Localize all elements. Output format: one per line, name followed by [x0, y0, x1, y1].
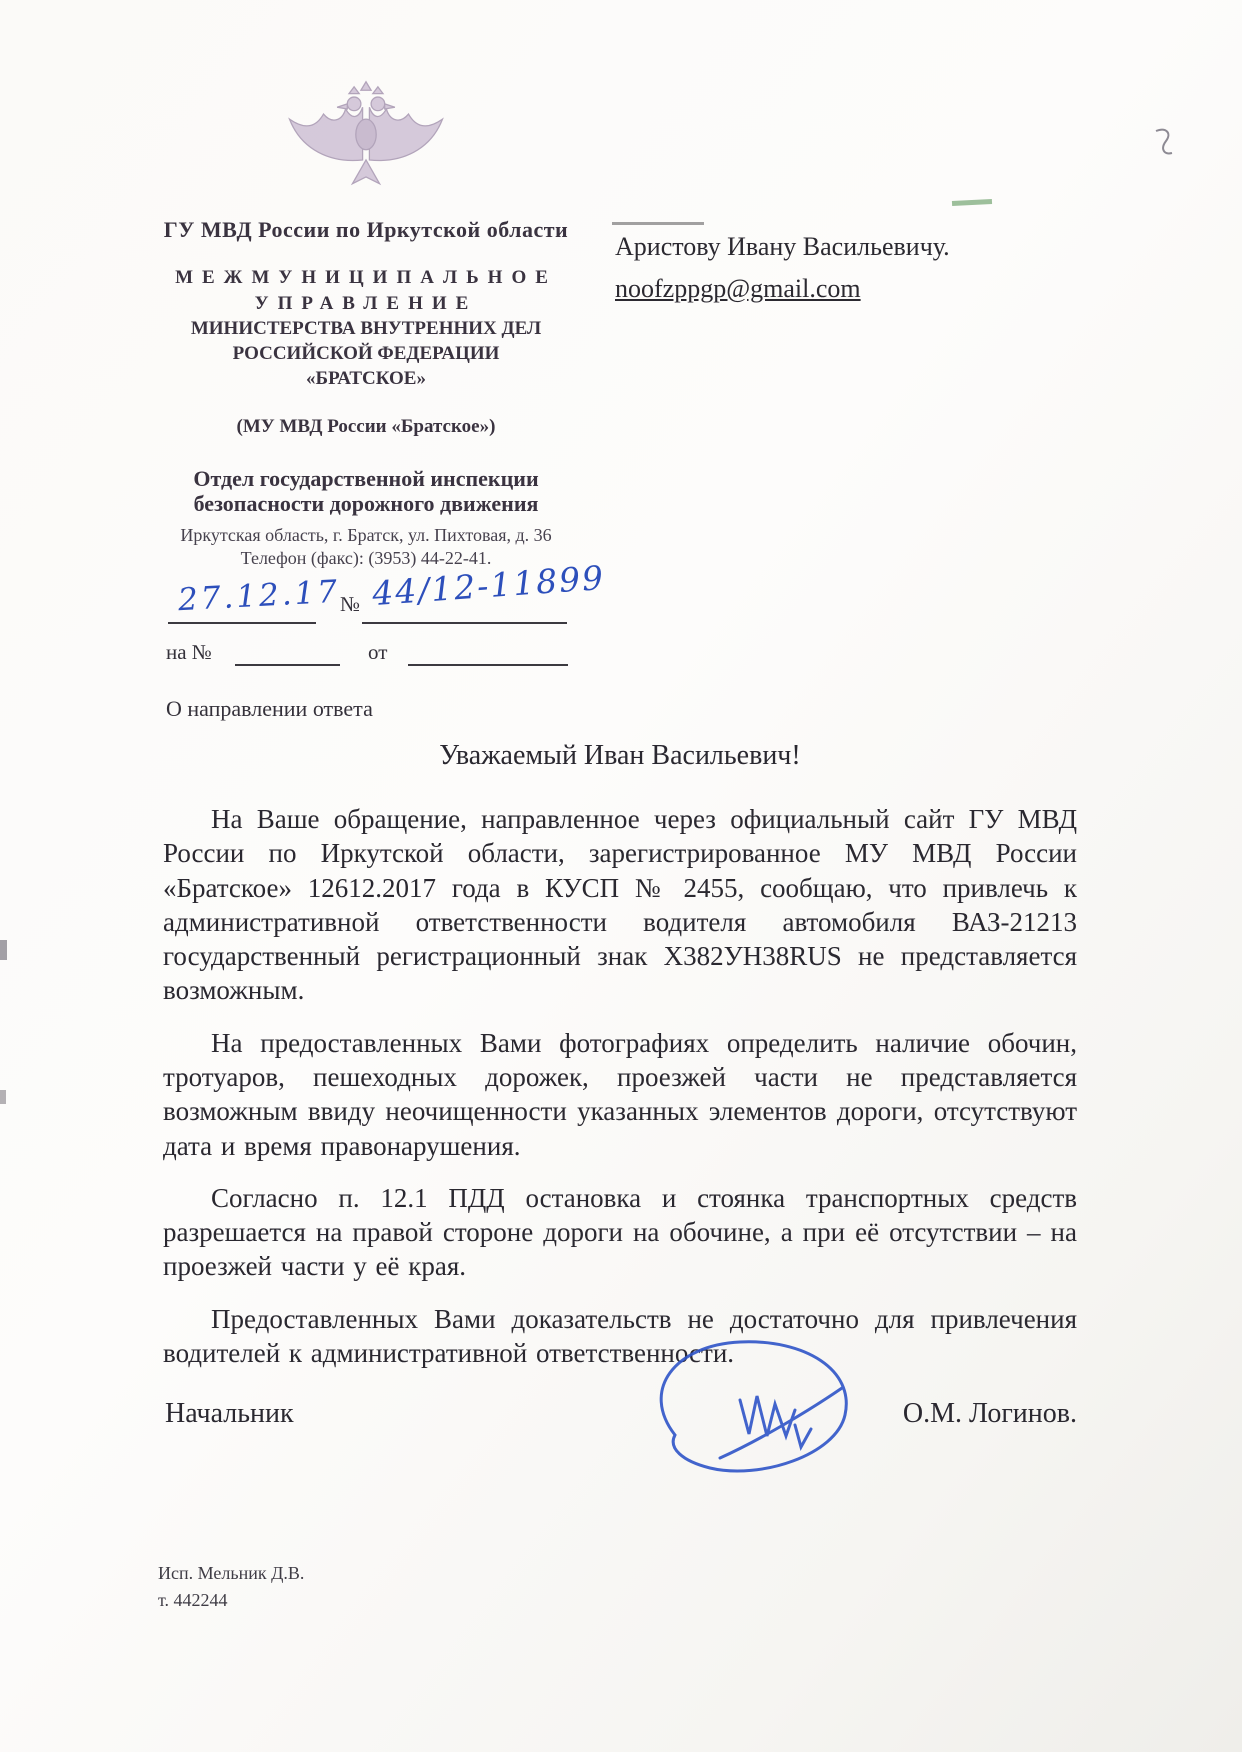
number-underline [362, 622, 567, 624]
letterhead-org-line5: «БРАТСКОЕ» [306, 368, 426, 389]
letter-body [163, 740, 1077, 1388]
number-sign-label: № [340, 592, 361, 616]
letterhead-region: ГУ МВД России по Иркутской области [163, 217, 569, 242]
date-underline [168, 622, 316, 624]
executor-phone: т. 442244 [158, 1590, 228, 1610]
body-paragraph: На Ваше обращение, направленное через официальный сайт ГУ МВД России по Иркутской области, зарегистрированное МУ МВД России «Братское» 12612.2017 года в КУСП № 2455, сообщаю, что привлечь к административной ответственности водителя автомобиля ВАЗ-21213 государственный регистрационный знак Х382УН38RUS не представляется возможным. [163, 804, 1077, 1006]
subject-line: О направлении ответа [166, 696, 373, 721]
executor-name: Исп. Мельник Д.В. [158, 1563, 305, 1583]
from-underline [408, 664, 568, 666]
letterhead-org-line3: МИНИСТЕРСТВА ВНУТРЕННИХ ДЕЛ [190, 318, 542, 339]
scan-artifact [0, 1090, 6, 1104]
letterhead-address: Иркутская область, г. Братск, ул. Пихтовая, д. 36 [180, 524, 552, 545]
scan-artifact [0, 940, 7, 960]
body-paragraph: На предоставленных Вами фотографиях определить наличие обочин, тротуаров, пешеходных дорожек, проезжей части не представляется возможным ввиду неочищенности указанных элементов дороги, отсутствуют дата и время правонарушения. [163, 1027, 1077, 1161]
letterhead-org-line4: РОССИЙСКОЙ ФЕДЕРАЦИИ [232, 343, 500, 364]
letterhead-dept-line2: безопасности дорожного движения [193, 491, 539, 517]
salutation: Уважаемый Иван Васильевич! [439, 740, 801, 771]
executor-block [158, 1560, 304, 1614]
position-title: Начальник [165, 1398, 294, 1429]
handwritten-date: 27.12.17 [177, 573, 341, 619]
scan-artifact [952, 199, 992, 206]
signer-name: О.М. Логинов. [902, 1398, 1077, 1429]
letterhead-org-short: (МУ МВД России «Братское») [236, 416, 496, 437]
recipient-block [615, 232, 1035, 304]
letterhead-org-line1: МЕЖМУНИЦИПАЛЬНОЕ [175, 267, 557, 288]
recipient-email: noofzppgp@gmail.com [615, 274, 861, 303]
handwritten-signature [620, 1330, 890, 1500]
scan-artifact [612, 222, 704, 225]
handwritten-number: 44/12-11899 [370, 557, 607, 614]
mvd-emblem-icon [281, 78, 451, 196]
letterhead-org-line2: УПРАВЛЕНИЕ [254, 293, 478, 314]
on-number-underline [235, 664, 340, 666]
letterhead-dept-line1: Отдел государственной инспекции [193, 466, 539, 491]
letterhead [148, 78, 584, 569]
on-number-label: на № [166, 640, 212, 664]
recipient-name: Аристову Ивану Васильевичу. [615, 232, 950, 261]
letterhead-phone: Телефон (факс): (3953) 44-22-41. [240, 547, 492, 568]
body-paragraph: Согласно п. 12.1 ПДД остановка и стоянка транспортных средств разрешается на правой стороне дороги на обочине, а при её отсутствии – на проезжей части у её края. [163, 1182, 1077, 1282]
body-paragraph: Предоставленных Вами доказательств не достаточно для привлечения водителей к административной ответственности. [163, 1303, 1077, 1368]
from-label: от [368, 640, 388, 664]
scan-artifact [1150, 125, 1176, 159]
